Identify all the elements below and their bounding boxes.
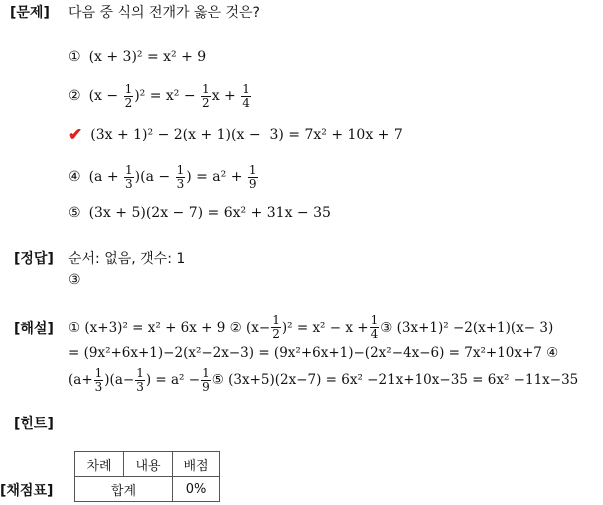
option-4[interactable] [68,157,259,197]
option-expression [89,83,252,110]
option-expression [90,127,403,143]
explanation-text: ① (x+3)² = x² + 6x + 9 ② (x− [68,319,271,336]
total-value: 0% [173,477,220,502]
explanation-text: )² = x² − x + [281,319,369,336]
explanation-text: ) = a² − [145,372,201,388]
expression-text: )(a − [134,169,175,185]
scoring-label: [채점표] [0,483,54,499]
score-table [74,451,220,502]
fraction: $\frac{1}{4}$ [242,81,250,110]
expression-text: x + [211,88,241,104]
expression-text: )² = x² − [134,88,201,104]
score-table-total-row [75,477,220,502]
explanation-line-1 [68,314,600,341]
fraction: $\frac{1}{2}$ [202,81,210,110]
option-number: ⑤ [68,205,81,221]
fraction: $\frac{1}{9}$ [202,365,210,394]
total-label: 합계 [75,477,173,502]
explanation-text: )(a− [104,372,135,388]
header-points: 배점 [173,452,220,477]
header-content: 내용 [124,452,173,477]
option-expression [89,164,259,191]
fraction: $\frac{1}{3}$ [94,365,103,394]
explanation-line-2: = (9x²+6x+1)−2(x²−2x−3) = (9x²+6x+1)−(2x²−4x−6) = 7x²+10x+7 ④ [68,345,559,361]
option-number: ① [68,49,81,65]
fraction: $\frac{1}{2}$ [124,81,133,110]
option-1[interactable] [68,37,206,77]
expression-text: ) = a² + [186,169,247,185]
explanation-label: [해설] [14,321,54,337]
fraction: $\frac{1}{3}$ [136,365,144,394]
fraction: $\frac{1}{3}$ [176,162,185,191]
fraction: $\frac{1}{4}$ [370,313,379,341]
option-5[interactable] [68,193,331,233]
expression-text: (3x + 5)(2x − 7) = 6x² + 31x − 35 [88,205,331,221]
score-table-header-row [75,452,220,477]
option-number: ④ [68,169,81,185]
option-expression [89,49,207,65]
question-text: 다음 중 식의 전개가 옳은 것은? [68,5,260,21]
expression-text: (x − [88,88,123,104]
answer-label: [정답] [14,251,54,267]
option-number: ② [68,88,81,104]
answer-value: ③ [68,272,81,288]
fraction: $\frac{1}{9}$ [248,162,257,191]
explanation-text: ③ (3x+1)² −2(x+1)(x− 3) [380,319,554,336]
option-expression [89,205,331,221]
explanation-line-3 [68,362,600,398]
question-label: [문제] [10,5,50,21]
fraction: $\frac{1}{3}$ [125,162,133,191]
answer-order-count: 순서: 없음, 갯수: 1 [68,251,186,267]
checkmark-icon: ✔ [68,125,83,145]
explanation-text: ⑤ (3x+5)(2x−7) = 6x² −21x+10x−35 = 6x² −11x−35 [211,372,579,388]
header-order: 차례 [75,452,124,477]
expression-text: (3x + 1)² − 2(x + 1)(x − 3) = 7x² + 10x + 7 [90,127,403,143]
expression-text: (x + 3)² = x² + 9 [88,49,207,65]
expression-text: (a + [88,169,124,185]
hint-label: [힌트] [14,416,54,432]
option-3[interactable] [68,115,403,155]
fraction: $\frac{1}{2}$ [272,313,280,341]
explanation-text: (a+ [68,372,93,388]
option-2[interactable] [68,76,252,116]
